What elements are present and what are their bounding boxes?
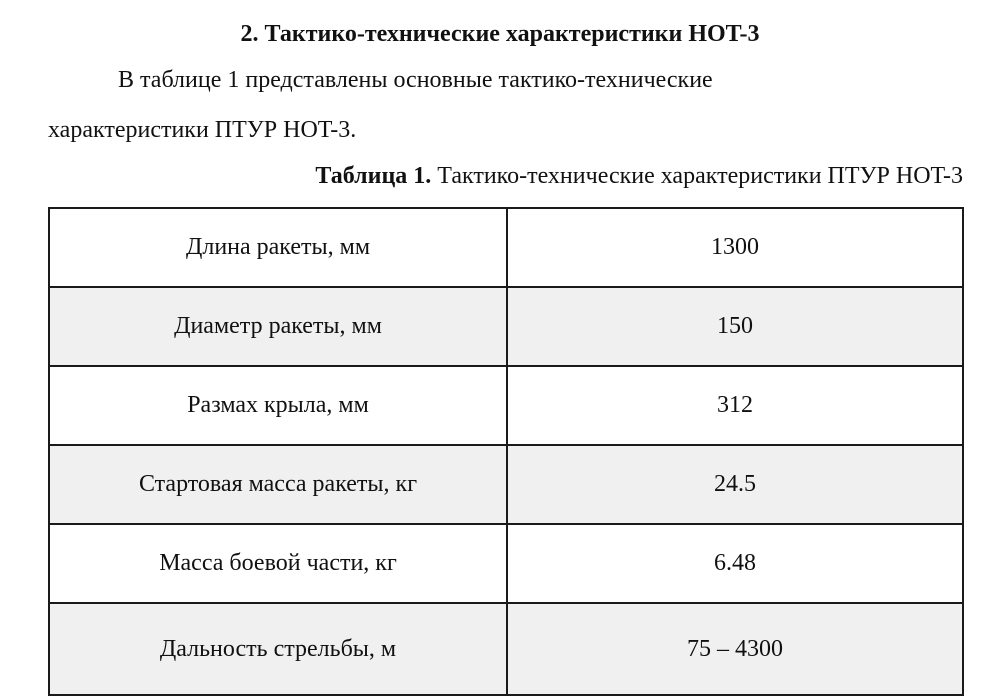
table-row xyxy=(49,524,963,603)
specs-table xyxy=(48,207,964,696)
table-row xyxy=(49,287,963,366)
section-heading: 2. Тактико-технические характеристики HOT-3 xyxy=(240,21,760,47)
row-value-warhead-mass: 6.48 xyxy=(507,524,963,603)
row-name-wingspan: Размах крыла, мм xyxy=(49,366,507,445)
paragraph-line-2: характеристики ПТУР HOT-3. xyxy=(48,117,357,143)
table-row xyxy=(49,603,963,695)
row-name-diameter: Диаметр ракеты, мм xyxy=(49,287,507,366)
table-caption-text: Тактико-технические характеристики ПТУР HOT-3 xyxy=(431,163,963,189)
row-value-launch-mass: 24.5 xyxy=(507,445,963,524)
table-row xyxy=(49,366,963,445)
table-row xyxy=(49,445,963,524)
paragraph-line-1: В таблице 1 представлены основные тактико-технические xyxy=(118,67,713,93)
row-name-warhead-mass: Масса боевой части, кг xyxy=(49,524,507,603)
row-value-range: 75 – 4300 xyxy=(507,603,963,695)
row-value-wingspan: 312 xyxy=(507,366,963,445)
row-value-diameter: 150 xyxy=(507,287,963,366)
row-name-launch-mass: Стартовая масса ракеты, кг xyxy=(49,445,507,524)
table-caption-label: Таблица 1. xyxy=(315,163,432,189)
table-caption xyxy=(315,160,963,192)
row-value-length: 1300 xyxy=(507,208,963,287)
row-name-length: Длина ракеты, мм xyxy=(49,208,507,287)
row-name-range: Дальность стрельбы, м xyxy=(49,603,507,695)
table-row xyxy=(49,208,963,287)
